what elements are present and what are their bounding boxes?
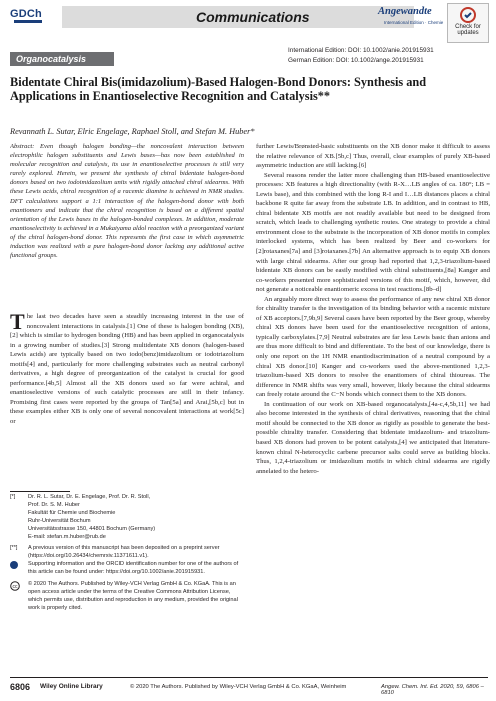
supporting-info-icon xyxy=(10,561,18,569)
affiliation-footnote xyxy=(10,494,244,541)
footnote-divider xyxy=(10,491,70,492)
open-access-icon xyxy=(10,581,20,591)
footer-divider xyxy=(10,677,488,678)
journal-logo-name: Angewandte xyxy=(378,6,432,17)
preprint-marker: [**] xyxy=(10,545,18,552)
publisher-logo: GDCh xyxy=(10,8,42,20)
footer-copyright: © 2020 The Authors. Published by Wiley-VCH Verlag GmbH & Co. KGaA, Weinheim xyxy=(130,684,347,690)
doi-block xyxy=(288,46,488,66)
journal-logo xyxy=(378,6,444,30)
wiley-online-library-link[interactable]: Wiley Online Library xyxy=(40,683,103,690)
license-note: © 2020 The Authors. Published by Wiley-VCH Verlag GmbH & Co. KGaA. This is an open access article under the terms of the Creative Commons Attribution License, which permits use, distribution and reproduction in any medium, provided the original work is properly cited. xyxy=(28,581,238,611)
publisher-logo-mark xyxy=(14,20,42,23)
affiliation-line: Dr. R. L. Sutar, Dr. E. Engelage, Prof. Dr. R. Stoll, xyxy=(28,494,151,500)
affiliation-line: Universitätsstrasse 150, 44801 Bochum (Germany) xyxy=(28,525,156,532)
article-authors: Revannath L. Sutar, Elric Engelage, Raphael Stoll, and Stefan M. Huber* xyxy=(10,127,255,136)
affiliation-line: Fakultät für Chemie und Biochemie xyxy=(28,509,116,516)
category-label: Organocatalysis xyxy=(16,54,87,64)
affiliation-line: Ruhr-Universität Bochum xyxy=(28,517,91,524)
doi-german[interactable]: German Edition: DOI: 10.1002/ange.201915931 xyxy=(288,57,424,64)
journal-logo-subtitle: International Edition · Chemie xyxy=(384,20,444,25)
supporting-info-footnote xyxy=(10,561,244,577)
body-paragraph-4: An arguably more direct way to assess the performance of any new chiral XB donor for chirality transfer is the investigation of its binding behavior with a racemic mixture of XB acceptors.[7,9b,9] Several cases have been reported by the Beer group, whereby chiral XB donors have been used for the enantioselective recognition of anions, typically carboxylates.[7,9] Neutral substrates are far less Lewis basic than anions and are thus more difficult to bind and differentiate. To the best of our knowledge, there is only one report on the 1H NMR enantiodiscrimination of a neutral compound by a chiral XB donor.[10] Kanger and co-workers used the above-mentioned 1,2,3-triazolium-based XB donors to resolve the enantiomers of chiral thioureas. The difference in NMR shifts was very small, however, likely because the chiral sidearms can freely rotate around the C−N bonds which connect them to the XB donors. xyxy=(256,295,490,399)
body-paragraph-3: Several reasons render the latter more challenging than HB-based enantioselective processes: XB features a high directionality (with R-X…LB angles of ca. 180°; LB = Lewis base), and this combined with the long R-I and I…LB distances places a chiral backbone R quite far away from the substrate LB. In addition, and in contrast to HB, chiral bidentate XB motifs are not readily available but need to be designed from scratch, which leads to challenging synthetic routes. One strategy to provide a chiral environment close to the substrate is the incorporation of XB donor motifs in complex interlocked systems, which has been realized by Beer and co-workers for [2]rotaxanes[7a] and [3]rotaxanes.[7b] An alternative approach is to equip XB donors with large chiral sidearms. After our group had reported that 1,2,3-triazolium-based bidentate XB donors can be easily modified with chiral substituents,[8a] Kanger and co-workers presented more sophisticated versions of this motif, which, however, did not generate a noticeable enantiomeric excess in test reactions.[8b–d] xyxy=(256,171,490,294)
affiliation-line: Prof. Dr. S. M. Huber xyxy=(28,501,80,508)
drop-cap: T xyxy=(10,312,25,334)
supporting-info-note[interactable]: Supporting information and the ORCID identification number for one of the authors of this article can be found under: https://doi.org/10.1002/anie.201915931. xyxy=(28,561,239,576)
body-paragraph-5: In continuation of our work on XB-based organocatalysts,[4a-c,4,5b,11] we had also become interested in the synthesis of chiral derivatives, reasoning that the chiral motif should be connected to the XB donor as rigidly as possible to generate the best-possible chirality transfer. Considering that bidentate imidazolium- and triazolium-based XB donors had proven to be potent catalysts,[4] we anticipated that literature-known chiral N-heterocyclic carbene precursor salts could serve as building blocks. Thus, 1,2,4-triazolium or imidazolium motifs in which chiral sidearms are rigidly annelated to the hetero- xyxy=(256,400,490,475)
section-title: Communications xyxy=(196,9,310,25)
page-header xyxy=(0,0,496,32)
body-text-left xyxy=(10,312,244,484)
doi-international[interactable]: International Edition: DOI: 10.1002/anie.201915931 xyxy=(288,47,434,54)
abstract: Abstract: Even though halogen bonding—the noncovalent interaction between electrophilic halogen substituents and Lewis bases—has now been established in molecular recognition and catalysis, its use in enantioselective processes is still very rarely explored. Herein, we present the synthesis of chiral bidentate halogen-bond donors based on two iodoimidazolium units with rigidly attached chiral sidearms. With these Lewis acids, chiral recognition of a racemic diamine is achieved in NMR studies. DFT calculations support a 1:1 interaction of the halogen-bond donor with both enantiomers and indicate that the chiral recognition is based on a different spatial orientation of the Lewis bases in the halogen-bonded complexes. In addition, moderate enantioselectivity is achieved in a Mukaiyama aldol reaction with a preorganized variant of the chiral halogen-bond donor. This represents the first case in which asymmetric induction was realized with a pure halogen-bond donor lacking any additional active functional groups. xyxy=(10,143,244,260)
body-text-right xyxy=(256,142,490,680)
page-footer xyxy=(10,680,488,694)
check-updates-label: Check for updates xyxy=(455,24,481,36)
article-title: Bidentate Chiral Bis(imidazolium)-Based Halogen-Bond Donors: Synthesis and Applications in Enantioselective Recognition and Catalysis** xyxy=(10,75,427,103)
preprint-footnote xyxy=(10,545,244,561)
license-footnote xyxy=(10,581,244,613)
check-for-updates-badge[interactable] xyxy=(447,3,489,43)
page-number: 6806 xyxy=(10,682,31,692)
journal-citation: Angew. Chem. Int. Ed. 2020, 59, 6806 –6810 xyxy=(381,684,484,696)
svg-text:cc: cc xyxy=(12,584,18,591)
footnotes xyxy=(10,494,244,613)
check-updates-icon xyxy=(460,7,476,23)
preprint-note: A previous version of this manuscript has been deposited on a preprint server (https://doi.org/10.26434/chemrxiv.11371611.v1). xyxy=(28,545,220,560)
author-email[interactable]: E-mail: stefan.m.huber@rub.de xyxy=(28,533,106,540)
body-paragraph-2: further Lewis/Brønsted-basic substituents on the XB donor make it difficult to assess the relative relevance of XB.[5b,c] Thus, overall, clear examples of purely XB-based asymmetric induction are still lacking.[6] xyxy=(256,143,490,170)
body-paragraph-1: he last two decades have seen a steadily increasing interest in the use of noncovalent interactions in catalysis.[1] One of these is halogen bonding (XB),[2] which is similar to hydrogen bonding (HB) and has been applied in organocatalysis in a growing number of studies.[3] Strong multidentate XB donors (halogen-based Lewis acids) are typically based on two iodo(benz)imidazolium or iodotriazolium motifs[4] and, particularly for more challenging substrates such as neutral carbonyl derivatives, a high degree of preorganization of the catalyst is crucial for good performance.[4b,5] Almost all the XB donors used so far were achiral, and enantioselective versions of such catalytic processes are still in their infancy. Promising first cases were reported by the groups of Tan[5a] and Arai,[5b,c] but in these examples either XB is only one of several noncovalent interactions at work[5c] or xyxy=(10,313,244,426)
affiliation-marker: [*] xyxy=(10,494,16,500)
